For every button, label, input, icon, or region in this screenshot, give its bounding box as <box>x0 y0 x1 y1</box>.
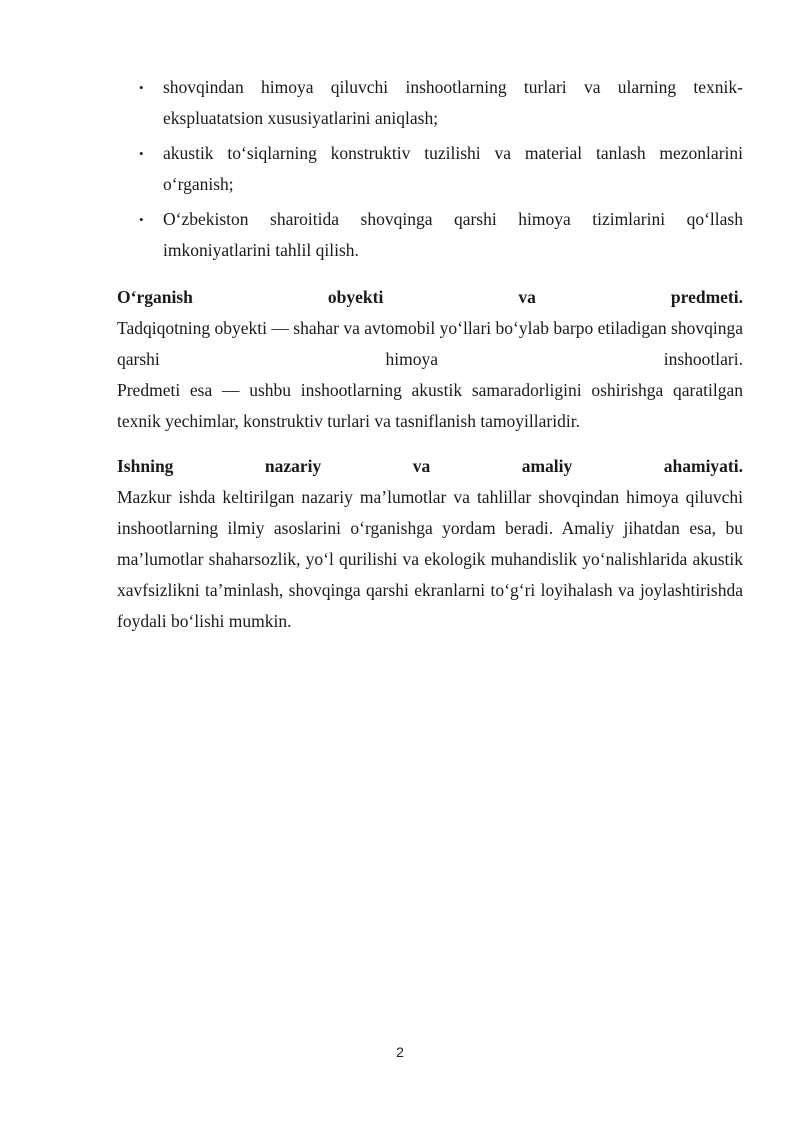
page-number: 2 <box>396 1044 404 1060</box>
list-item <box>117 72 743 134</box>
importance-heading: Ishning nazariy va amaliy ahamiyati. <box>117 456 743 476</box>
bullet-icon: • <box>139 146 144 161</box>
list-item <box>117 138 743 200</box>
task-list <box>117 72 743 266</box>
list-item-text: akustik to‘siqlarning konstruktiv tuzilishi va material tanlash mezonlarini o‘rganish; <box>163 143 743 194</box>
object-text: Tadqiqotning obyekti — shahar va avtomobil yo‘llari bo‘ylab barpo etiladigan shovqinga qarshi himoya inshootlari. <box>117 318 743 369</box>
object-heading: O‘rganish obyekti va predmeti. <box>117 287 743 307</box>
subject-text: Predmeti esa — ushbu inshootlarning akustik samaradorligini oshirishga qaratilgan texnik yechimlar, konstruktiv turlari va tasniflanish tamoyillaridir. <box>117 380 743 431</box>
page-content <box>117 72 743 637</box>
importance-section <box>117 451 743 637</box>
object-section <box>117 282 743 437</box>
importance-text: Mazkur ishda keltirilgan nazariy ma’lumotlar va tahlillar shovqindan himoya qiluvchi inshootlarning ilmiy asoslarini o‘rganishga yordam beradi. Amaliy jihatdan esa, bu ma’lumotlar shaharsozlik, yo‘l qurilishi va ekologik muhandislik yo‘nalishlarida akustik xavfsizlikni ta’minlash, shovqinga qarshi ekranlarni to‘g‘ri loyihalash va joylashtirishda foydali bo‘lishi mumkin. <box>117 487 743 631</box>
list-item <box>117 204 743 266</box>
list-item-text: shovqindan himoya qiluvchi inshootlarning turlari va ularning texnik-ekspluatatsion xususiyatlarini aniqlash; <box>163 77 743 128</box>
bullet-icon: • <box>139 80 144 95</box>
bullet-icon: • <box>139 212 144 227</box>
list-item-text: O‘zbekiston sharoitida shovqinga qarshi himoya tizimlarini qo‘llash imkoniyatlarini tahlil qilish. <box>163 209 743 260</box>
